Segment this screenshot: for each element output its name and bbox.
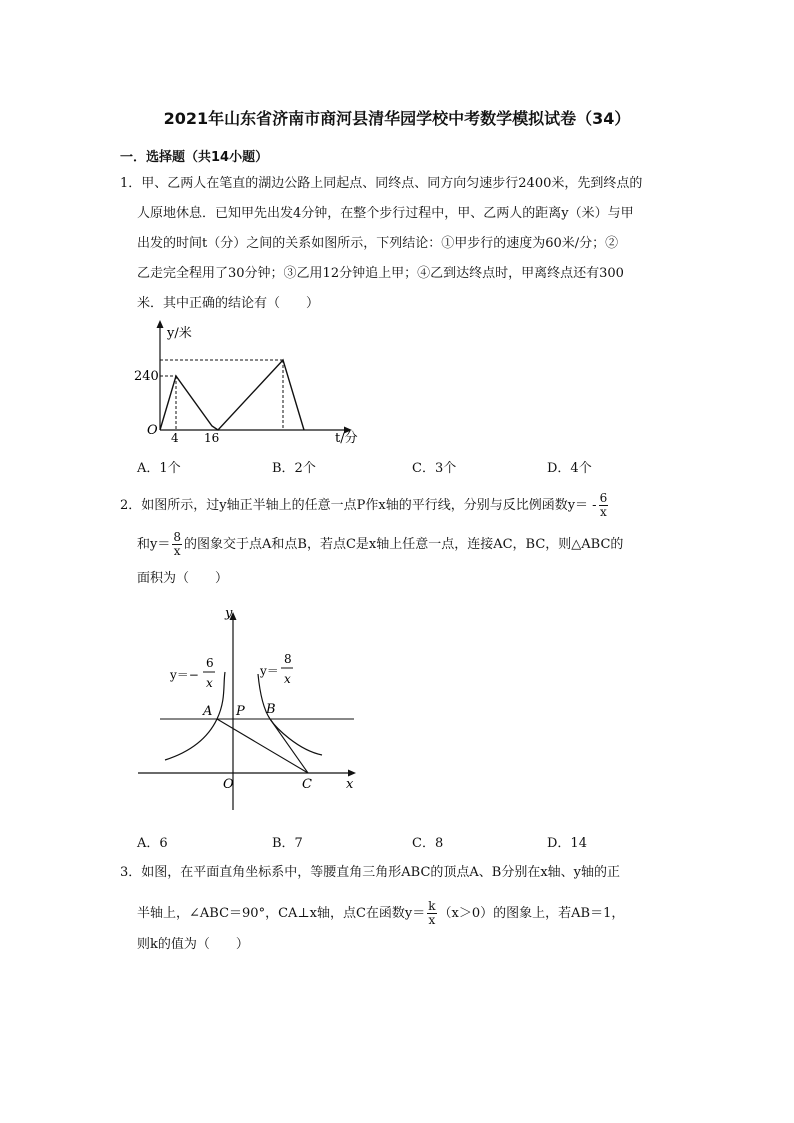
q2-graph xyxy=(130,600,370,815)
q2-line: 面积为（ ） xyxy=(137,571,229,586)
q2-origin-label: O xyxy=(223,777,234,792)
q1-y-tick: 240 xyxy=(134,369,159,384)
page-title: 2021年山东省济南市商河县清华园学校中考数学模拟试卷（34） xyxy=(163,109,631,128)
q3-line: 3．如图，在平面直角坐标系中，等腰直角三角形ABC的顶点A、B分别在x轴、y轴的正 xyxy=(120,865,621,880)
q2-line: 和y＝ $\frac{8}{x}$ 的图象交于点A和点B，若点C是x轴上任意一点，连接AC，BC，则△ABC的 xyxy=(137,530,624,558)
q1-line: 乙走完全程用了30分钟；③乙用12分钟追上甲；④乙到达终点时，甲离终点还有300 xyxy=(137,266,624,281)
q2-right-equation: y＝ xyxy=(260,664,279,678)
q3-line: 半轴上，∠ABC＝90°，CA⊥x轴，点C在函数y＝ $\frac{k}{x}$ （x＞0）的图象上，若AB＝1， xyxy=(137,899,625,927)
q1-line: 出发的时间t（分）之间的关系如图所示，下列结论：①甲步行的速度为60米/分；② xyxy=(137,236,619,251)
q3-line: 则k的值为（ ） xyxy=(137,937,249,952)
q2-left-equation: y＝− xyxy=(170,668,199,682)
q1-option-d[interactable]: D．4个 xyxy=(547,461,592,476)
q2-option-d[interactable]: D．14 xyxy=(547,836,587,851)
q1-distance-line xyxy=(160,360,304,430)
q2-option-b[interactable]: B．7 xyxy=(272,836,303,851)
q1-line: 1．甲、乙两人在笔直的湖边公路上同起点、同终点、同方向匀速步行2400米，先到终点的 xyxy=(120,176,643,191)
q1-line: 米．其中正确的结论有（ ） xyxy=(137,296,320,311)
q3-fraction: $\frac{k}{x}$ xyxy=(428,899,436,927)
q2-option-c[interactable]: C．8 xyxy=(412,836,444,851)
q1-option-a[interactable]: A．1个 xyxy=(137,461,181,476)
q1-x-tick: 16 xyxy=(204,431,220,445)
q1-graph xyxy=(130,318,370,448)
q2-right-numerator: 8 xyxy=(284,652,292,666)
q2-left-denominator: x xyxy=(206,676,213,690)
q2-fraction: $\frac{6}{x}$ xyxy=(599,491,608,519)
q1-option-c[interactable]: C．3个 xyxy=(412,461,457,476)
q2-left-hyperbola xyxy=(165,672,225,760)
q2-fraction: $\frac{8}{x}$ xyxy=(173,530,181,558)
q1-y-arrow xyxy=(157,320,164,328)
q1-line: 人原地休息．已知甲先出发4分钟，在整个步行过程中，甲、乙两人的距离y（米）与甲 xyxy=(137,206,634,221)
q2-option-a[interactable]: A．6 xyxy=(137,836,168,851)
q1-y-label: y/米 xyxy=(167,326,192,341)
section-heading: 一．选择题（共14小题） xyxy=(120,150,269,165)
q1-x-tick: 4 xyxy=(171,431,179,445)
q1-origin-label: O xyxy=(147,423,158,438)
q1-x-label: t/分 xyxy=(335,431,358,446)
q1-option-b[interactable]: B．2个 xyxy=(272,461,316,476)
q2-line: 2．如图所示，过y轴正半轴上的任意一点P作x轴的平行线，分别与反比例函数y＝ - $\frac{6}{x}$ xyxy=(120,491,608,519)
q2-line-ac xyxy=(217,719,308,773)
q2-x-arrow xyxy=(348,770,356,777)
q2-right-denominator: x xyxy=(284,672,291,686)
q2-point-c: C xyxy=(302,777,312,792)
q2-point-b: B xyxy=(266,702,276,717)
q2-point-a: A xyxy=(203,704,213,719)
q2-x-label: x xyxy=(346,777,354,792)
q2-line-bc xyxy=(270,719,308,773)
q2-left-numerator: 6 xyxy=(206,656,214,670)
q2-y-label: y xyxy=(225,606,233,621)
q2-point-p: P xyxy=(236,704,245,719)
